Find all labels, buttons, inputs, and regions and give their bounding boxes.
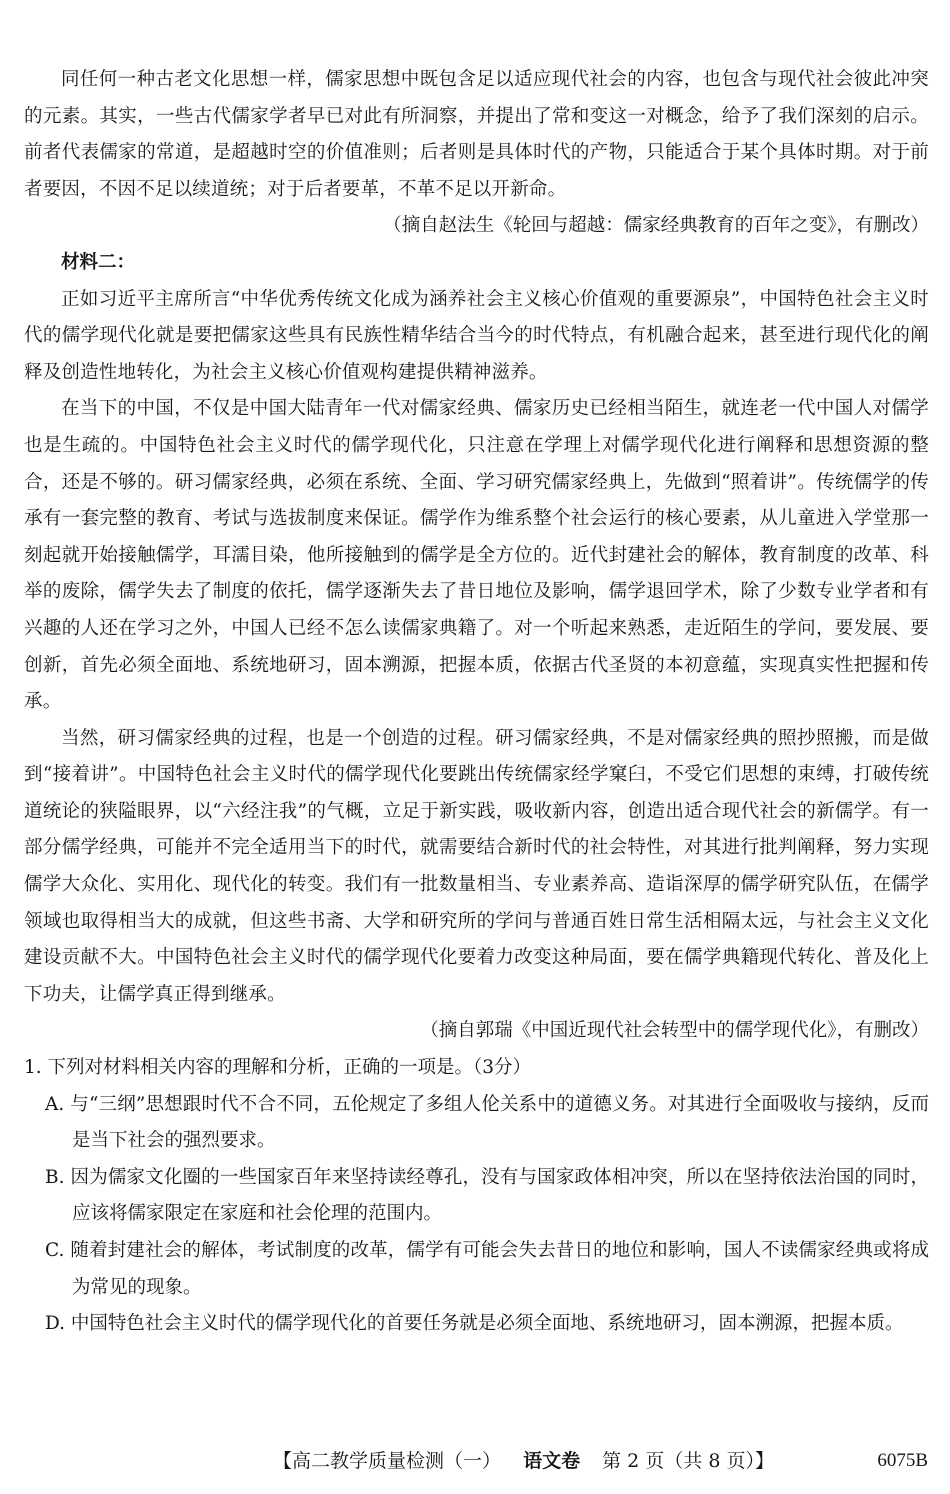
option-d: D. 中国特色社会主义时代的儒学现代化的首要任务就是必须全面地、系统地研习，固本溯源，把握本质。	[45, 1313, 904, 1335]
option-c: C. 随着封建社会的解体，考试制度的改革，儒学有可能会失去昔日的地位和影响，国人不读儒家经典或将成为常见的现象。	[45, 1240, 929, 1298]
page-body	[24, 62, 929, 1343]
footer-subject: 语文卷	[523, 1450, 581, 1472]
material-two-paragraph-2: 在当下的中国，不仅是中国大陆青年一代对儒家经典、儒家历史已经相当陌生，就连老一代中国人对儒学也是生疏的。中国特色社会主义时代的儒学现代化，只注意在学理上对儒学现代化进行阐释和思想资源的整合，还是不够的。研习儒家经典，必须在系统、全面、学习研究儒家经典上，先做到“照着讲”。传统儒学的传承有一套完整的教育、考试与选拔制度来保证。儒学作为维系整个社会运行的核心要素，从儿童进入学堂那一刻起就开始接触儒学，耳濡目染，他所接触到的儒学是全方位的。近代封建社会的解体，教育制度的改革、科举的废除，儒学失去了制度的依托，儒学逐渐失去了昔日地位及影响，儒学退回学术，除了少数专业学者和有兴趣的人还在学习之外，中国人已经不怎么读儒家典籍了。对一个听起来熟悉，走近陌生的学问，要发展、要创新，首先必须全面地、系统地研习，固本溯源，把握本质，依据古代圣贤的本初意蕴，实现真实性把握和传承。	[24, 398, 929, 713]
material-two-paragraph-3: 当然，研习儒家经典的过程，也是一个创造的过程。研习儒家经典，不是对儒家经典的照抄照搬，而是做到“接着讲”。中国特色社会主义时代的儒学现代化要跳出传统儒家经学窠臼，不受它们思想的束缚，打破传统道统论的狭隘眼界，以“六经注我”的气概，立足于新实践，吸收新内容，创造出适合现代社会的新儒学。有一部分儒学经典，可能并不完全适用当下的时代，就需要结合新时代的社会特性，对其进行批判阐释，努力实现儒学大众化、实用化、现代化的转变。我们有一批数量相当、专业素养高、造诣深厚的儒学研究队伍，在儒学领域也取得相当大的成就，但这些书斋、大学和研究所的学问与普通百姓日常生活相隔太远，与社会主义文化建设贡献不大。中国特色社会主义时代的儒学现代化要着力改变这种局面，要在儒学典籍现代转化、普及化上下功夫，让儒学真正得到继承。	[24, 727, 929, 1005]
footer-paper-code: 6075B	[877, 1450, 928, 1471]
intro-paragraph: 同任何一种古老文化思想一样，儒家思想中既包含足以适应现代社会的内容，也包含与现代社会彼此冲突的元素。其实，一些古代儒家学者早已对此有所洞察，并提出了常和变这一对概念，给予了我们深刻的启示。前者代表儒家的常道，是超越时空的价值准则；后者则是具体时代的产物，只能适合于某个具体时期。对于前者要因，不因不足以续道统；对于后者要革，不革不足以开新命。	[24, 69, 929, 200]
option-a: A. 与“三纲”思想跟时代不合不同，五伦规定了多组人伦关系中的道德义务。对其进行全面吸收与接纳，反而是当下社会的强烈要求。	[45, 1093, 929, 1152]
page-footer	[0, 1443, 950, 1479]
option-b: B. 因为儒家文化圈的一些国家百年来坚持读经尊孔，没有与国家政体相冲突，所以在坚持依法治国的同时，应该将儒家限定在家庭和社会伦理的范围内。	[45, 1166, 929, 1225]
material-two-heading: 材料二：	[61, 251, 136, 273]
footer-page-number: 第 2 页（共 8 页）】	[602, 1450, 774, 1472]
source-citation-1: （摘自赵法生《轮回与超越：儒家经典教育的百年之变》，有删改）	[383, 215, 929, 237]
question-stem: 1. 下列对材料相关内容的理解和分析，正确的一项是。（3分）	[24, 1057, 532, 1079]
source-citation-2: （摘自郭瑞《中国近现代社会转型中的儒学现代化》，有删改）	[420, 1020, 929, 1042]
footer-center	[273, 1443, 774, 1479]
footer-exam-title: 【高二教学质量检测（一）	[273, 1450, 502, 1472]
material-two-paragraph-1: 正如习近平主席所言“中华优秀传统文化成为涵养社会主义核心价值观的重要源泉”，中国特色社会主义时代的儒学现代化就是要把儒家这些具有民族性精华结合当今的时代特点，有机融合起来，甚至进行现代化的阐释及创造性地转化，为社会主义核心价值观构建提供精神滋养。	[24, 288, 929, 383]
